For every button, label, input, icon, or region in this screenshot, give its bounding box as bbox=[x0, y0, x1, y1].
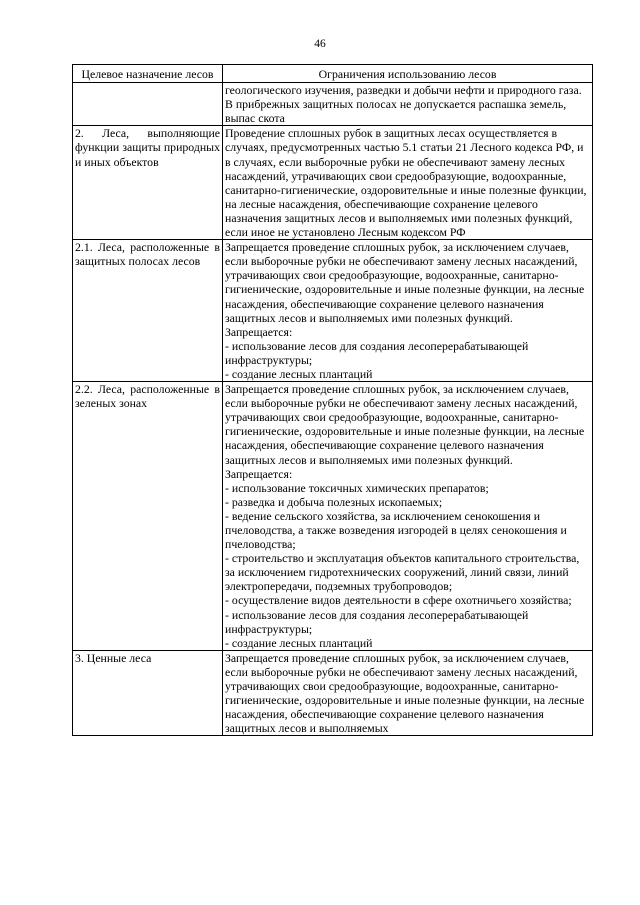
restriction-line: - создание лесных плантаций bbox=[225, 635, 373, 650]
forest-restrictions-table bbox=[72, 64, 593, 736]
table-header-row bbox=[73, 65, 593, 83]
restriction-line: Запрещается: bbox=[225, 324, 293, 339]
restriction-line: - строительство и эксплуатация объектов капитального строительства, за исключением гидротехнических сооружений, линий связи, линий электропередачи, подземных трубопроводов; bbox=[225, 551, 580, 594]
restriction-line: В прибрежных защитных полосах не допускается распашка земель, выпас скота bbox=[225, 97, 567, 126]
restriction-line: Проведение сплошных рубок в защитных лесах осуществляется в случаях, предусмотренных частью 5.1 статьи 21 Лесного кодекса РФ, и в случаях, если выборочные рубки не обеспечивают замену лесных насаждений, утрачивающих свои средообразующие, водоохранные, санитарно-гигиенические, оздоровительные и иные полезные функции, на лесные насаждения, обеспечивающие сохранение целевого назначения защитных лесов и выполняемых ими полезных функций, если иное не установлено Лесным кодексом РФ bbox=[225, 126, 587, 240]
purpose-cell: 3. Ценные леса bbox=[73, 650, 223, 736]
restriction-line: - использование лесов для создания лесоперерабатывающей инфраструктуры; bbox=[225, 338, 529, 367]
table-row bbox=[73, 382, 593, 651]
restrictions-cell bbox=[223, 650, 593, 736]
table-row bbox=[73, 240, 593, 382]
purpose-cell: 2. Леса, выполняющие функции защиты природных и иных объектов bbox=[73, 126, 223, 240]
restriction-line: - создание лесных плантаций bbox=[225, 366, 373, 381]
purpose-cell: 2.1. Леса, расположенные в защитных полосах лесов bbox=[73, 240, 223, 382]
restrictions-cell bbox=[223, 126, 593, 240]
restriction-line: - ведение сельского хозяйства, за исключением сенокошения и пчеловодства, а также возведения изгородей в целях сенокошения и пчеловодства; bbox=[225, 508, 567, 552]
restriction-line: Запрещается: bbox=[225, 466, 293, 481]
restriction-line: - использование токсичных химических препаратов; bbox=[225, 480, 489, 495]
column-header-purpose: Целевое назначение лесов bbox=[73, 65, 223, 83]
restriction-line: Запрещается проведение сплошных рубок, за исключением случаев, если выборочные рубки не обеспечивают замену лесных насаждений, утрачивающих свои средообразующие, водоохранные, санитарно-гигиенические, оздоровительные и иные полезные функции, на лесные насаждения, обеспечивающие сохранение целевого назначения защитных лесов и выполняемых ими полезных функций. bbox=[225, 240, 585, 325]
restriction-line: - использование лесов для создания лесоперерабатывающей инфраструктуры; bbox=[225, 607, 529, 636]
table-row bbox=[73, 83, 593, 126]
restriction-line: геологического изучения, разведки и добычи нефти и природного газа. bbox=[225, 83, 582, 98]
table-row bbox=[73, 650, 593, 736]
restriction-line: - осуществление видов деятельности в сфере охотничьего хозяйства; bbox=[225, 593, 572, 608]
restrictions-cell bbox=[223, 240, 593, 382]
column-header-restrictions: Ограничения использованию лесов bbox=[223, 65, 593, 83]
page-number: 46 bbox=[314, 38, 326, 50]
restriction-line: - разведка и добыча полезных ископаемых; bbox=[225, 494, 443, 509]
restrictions-cell bbox=[223, 382, 593, 651]
restriction-line: Запрещается проведение сплошных рубок, за исключением случаев, если выборочные рубки не обеспечивают замену лесных насаждений, утрачивающих свои средообразующие, водоохранные, санитарно-гигиенические, оздоровительные и иные полезные функции, на лесные насаждения, обеспечивающие сохранение целевого назначения защитных лесов и выполняемых bbox=[225, 650, 585, 736]
restrictions-cell bbox=[223, 83, 593, 126]
restriction-line: Запрещается проведение сплошных рубок, за исключением случаев, если выборочные рубки не обеспечивают замену лесных насаждений, утрачивающих свои средообразующие, водоохранные, санитарно-гигиенические, оздоровительные и иные полезные функции, на лесные насаждения, обеспечивающие сохранение целевого назначения защитных лесов и выполняемых ими полезных функций. bbox=[225, 382, 585, 467]
purpose-cell: 2.2. Леса, расположенные в зеленых зонах bbox=[73, 382, 223, 651]
purpose-cell bbox=[73, 83, 223, 126]
table-row bbox=[73, 126, 593, 240]
